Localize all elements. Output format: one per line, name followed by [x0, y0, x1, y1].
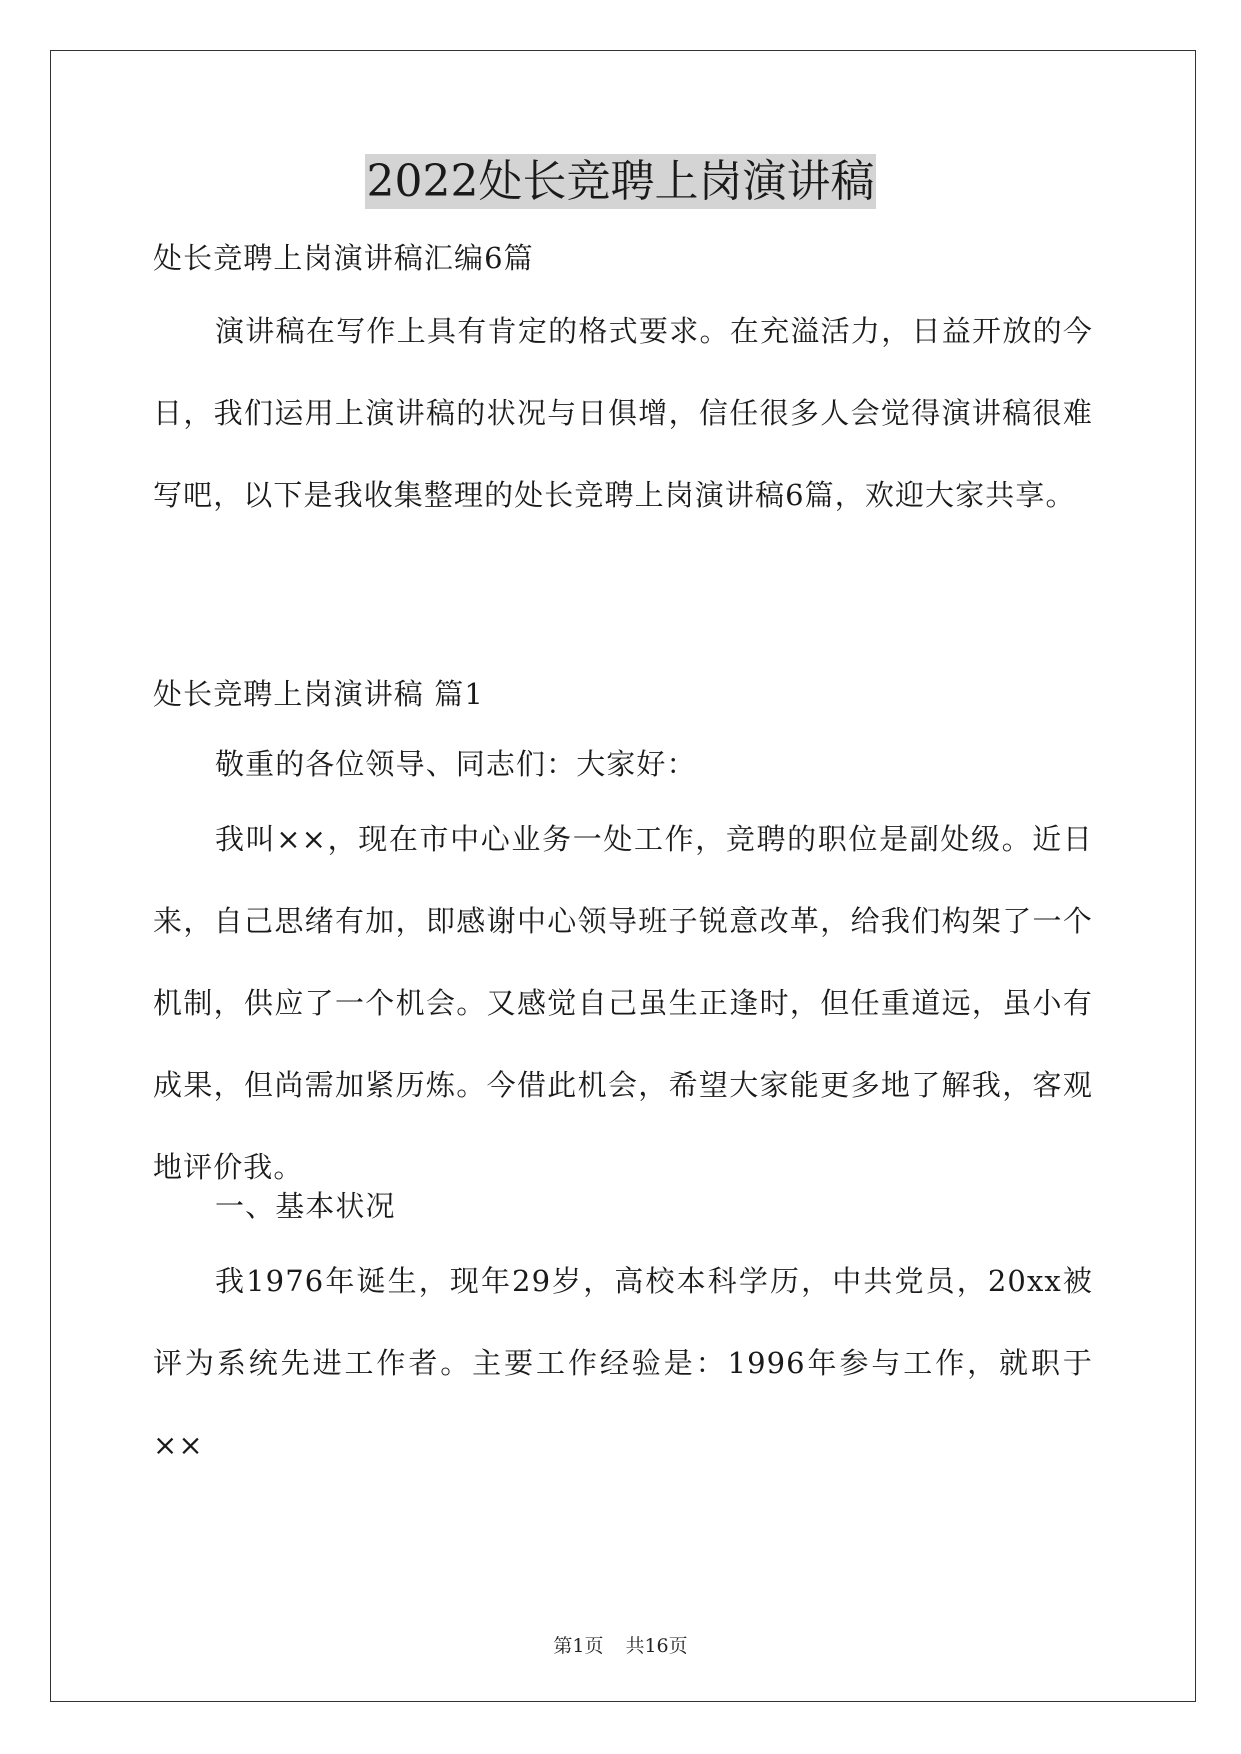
body-paragraph-1: 我叫××，现在市中心业务一处工作，竞聘的职位是副处级。近日来，自己思绪有加，即感谢中心领导班子锐意改革，给我们构架了一个机制，供应了一个机会。又感觉自己虽生正逢时，但任重道远，虽小有成果，但尚需加紧历炼。今借此机会，希望大家能更多地了解我，客观地评价我。: [153, 822, 1093, 1184]
document-subtitle: 处长竞聘上岗演讲稿汇编6篇: [153, 241, 534, 275]
document-title: [0, 154, 1241, 210]
page-footer: [0, 1634, 1241, 1658]
page-total: 共16页: [625, 1635, 688, 1657]
body-paragraph-2: 我1976年诞生，现年29岁，高校本科学历，中共党员，20xx被评为系统先进工作者。主要工作经验是：1996年参与工作，就职于××: [153, 1264, 1093, 1462]
page-number: 第1页: [553, 1635, 604, 1657]
document-title-text: 2022处长竞聘上岗演讲稿: [366, 156, 875, 207]
section-heading: 处长竞聘上岗演讲稿 篇1: [153, 677, 484, 711]
greeting-line: 敬重的各位领导、同志们：大家好：: [215, 747, 697, 781]
subheading-basic-info: 一、基本状况: [215, 1189, 396, 1223]
intro-paragraph: 演讲稿在写作上具有肯定的格式要求。在充溢活力，日益开放的今日，我们运用上演讲稿的状况与日俱增，信任很多人会觉得演讲稿很难写吧，以下是我收集整理的处长竞聘上岗演讲稿6篇，欢迎大家共享。: [153, 314, 1093, 512]
